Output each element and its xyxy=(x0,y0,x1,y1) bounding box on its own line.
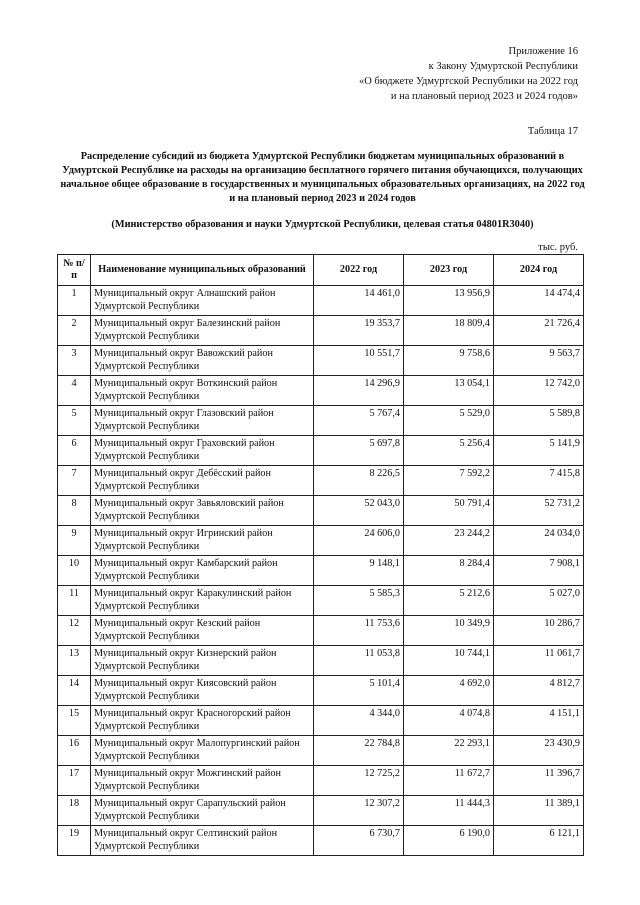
value-2024: 6 121,1 xyxy=(494,826,584,856)
column-header-2022: 2022 год xyxy=(314,255,404,286)
value-2023: 10 349,9 xyxy=(404,616,494,646)
municipality-name: Муниципальный округ Киясовский район Удмуртской Республики xyxy=(91,676,314,706)
row-number: 5 xyxy=(58,406,91,436)
municipality-name: Муниципальный округ Завьяловский район Удмуртской Республики xyxy=(91,496,314,526)
table-row xyxy=(58,586,584,616)
value-2024: 24 034,0 xyxy=(494,526,584,556)
table-row xyxy=(58,706,584,736)
municipality-name: Муниципальный округ Кизнерский район Удмуртской Республики xyxy=(91,646,314,676)
appendix-line: к Закону Удмуртской Республики xyxy=(428,61,578,72)
table-row xyxy=(58,826,584,856)
row-number: 13 xyxy=(58,646,91,676)
row-number: 2 xyxy=(58,316,91,346)
municipality-name: Муниципальный округ Воткинский район Удмуртской Республики xyxy=(91,376,314,406)
value-2022: 5 767,4 xyxy=(314,406,404,436)
value-2024: 10 286,7 xyxy=(494,616,584,646)
row-number: 18 xyxy=(58,796,91,826)
municipality-name: Муниципальный округ Вавожский район Удмуртской Республики xyxy=(91,346,314,376)
value-2023: 8 284,4 xyxy=(404,556,494,586)
municipality-name: Муниципальный округ Граховский район Удмуртской Республики xyxy=(91,436,314,466)
value-2023: 50 791,4 xyxy=(404,496,494,526)
value-2024: 11 389,1 xyxy=(494,796,584,826)
appendix-line: Приложение 16 xyxy=(508,46,578,57)
municipality-name: Муниципальный округ Балезинский район Удмуртской Республики xyxy=(91,316,314,346)
table-row xyxy=(58,496,584,526)
value-2023: 23 244,2 xyxy=(404,526,494,556)
value-2022: 24 606,0 xyxy=(314,526,404,556)
table-row xyxy=(58,766,584,796)
table-body xyxy=(58,286,584,856)
value-2022: 11 753,6 xyxy=(314,616,404,646)
value-2024: 5 589,8 xyxy=(494,406,584,436)
value-2024: 11 396,7 xyxy=(494,766,584,796)
municipality-name: Муниципальный округ Селтинский район Удмуртской Республики xyxy=(91,826,314,856)
value-2022: 14 296,9 xyxy=(314,376,404,406)
municipality-name: Муниципальный округ Малопургинский район Удмуртской Республики xyxy=(91,736,314,766)
value-2022: 5 101,4 xyxy=(314,676,404,706)
value-2023: 22 293,1 xyxy=(404,736,494,766)
appendix-line: «О бюджете Удмуртской Республики на 2022 год xyxy=(358,76,578,87)
table-row xyxy=(58,556,584,586)
appendix-line: и на плановый период 2023 и 2024 годов» xyxy=(390,91,578,102)
row-number: 8 xyxy=(58,496,91,526)
municipality-name: Муниципальный округ Алнашский район Удмуртской Республики xyxy=(91,286,314,316)
municipality-name: Муниципальный округ Глазовский район Удмуртской Республики xyxy=(91,406,314,436)
table-row xyxy=(58,676,584,706)
value-2022: 12 725,2 xyxy=(314,766,404,796)
value-2024: 5 141,9 xyxy=(494,436,584,466)
table-row xyxy=(58,376,584,406)
municipality-name: Муниципальный округ Каракулинский район Удмуртской Республики xyxy=(91,586,314,616)
table-row xyxy=(58,526,584,556)
column-header-number: № п/п xyxy=(58,255,91,286)
value-2023: 4 692,0 xyxy=(404,676,494,706)
value-2022: 5 697,8 xyxy=(314,436,404,466)
value-2022: 8 226,5 xyxy=(314,466,404,496)
value-2024: 23 430,9 xyxy=(494,736,584,766)
column-header-2023: 2023 год xyxy=(404,255,494,286)
municipality-name: Муниципальный округ Игринский район Удмуртской Республики xyxy=(91,526,314,556)
value-2023: 5 529,0 xyxy=(404,406,494,436)
row-number: 14 xyxy=(58,676,91,706)
value-2022: 19 353,7 xyxy=(314,316,404,346)
row-number: 17 xyxy=(58,766,91,796)
value-2022: 6 730,7 xyxy=(314,826,404,856)
municipality-name: Муниципальный округ Красногорский район Удмуртской Республики xyxy=(91,706,314,736)
row-number: 19 xyxy=(58,826,91,856)
table-row xyxy=(58,316,584,346)
value-2024: 4 151,1 xyxy=(494,706,584,736)
document-subtitle: (Министерство образования и науки Удмуртской Республики, целевая статья 04801R3040) xyxy=(111,219,534,230)
municipality-name: Муниципальный округ Камбарский район Удмуртской Республики xyxy=(91,556,314,586)
value-2022: 11 053,8 xyxy=(314,646,404,676)
table-row xyxy=(58,406,584,436)
row-number: 9 xyxy=(58,526,91,556)
value-2024: 7 415,8 xyxy=(494,466,584,496)
table-row xyxy=(58,736,584,766)
row-number: 6 xyxy=(58,436,91,466)
column-header-2024: 2024 год xyxy=(494,255,584,286)
table-number: Таблица 17 xyxy=(527,126,578,137)
value-2024: 9 563,7 xyxy=(494,346,584,376)
value-2022: 22 784,8 xyxy=(314,736,404,766)
value-2024: 7 908,1 xyxy=(494,556,584,586)
row-number: 15 xyxy=(58,706,91,736)
value-2023: 13 956,9 xyxy=(404,286,494,316)
value-2022: 9 148,1 xyxy=(314,556,404,586)
value-2024: 5 027,0 xyxy=(494,586,584,616)
value-2023: 5 212,6 xyxy=(404,586,494,616)
municipality-name: Муниципальный округ Кезский район Удмуртской Республики xyxy=(91,616,314,646)
subsidy-table xyxy=(57,254,584,856)
row-number: 1 xyxy=(58,286,91,316)
value-2022: 14 461,0 xyxy=(314,286,404,316)
municipality-name: Муниципальный округ Можгинский район Удмуртской Республики xyxy=(91,766,314,796)
table-row xyxy=(58,286,584,316)
table-row xyxy=(58,436,584,466)
row-number: 16 xyxy=(58,736,91,766)
value-2023: 7 592,2 xyxy=(404,466,494,496)
value-2024: 14 474,4 xyxy=(494,286,584,316)
table-row xyxy=(58,466,584,496)
value-2023: 18 809,4 xyxy=(404,316,494,346)
value-2023: 11 672,7 xyxy=(404,766,494,796)
value-2024: 11 061,7 xyxy=(494,646,584,676)
units-label: тыс. руб. xyxy=(538,242,578,253)
municipality-name: Муниципальный округ Сарапульский район Удмуртской Республики xyxy=(91,796,314,826)
value-2023: 10 744,1 xyxy=(404,646,494,676)
value-2022: 52 043,0 xyxy=(314,496,404,526)
value-2024: 12 742,0 xyxy=(494,376,584,406)
value-2023: 4 074,8 xyxy=(404,706,494,736)
value-2024: 52 731,2 xyxy=(494,496,584,526)
value-2023: 5 256,4 xyxy=(404,436,494,466)
column-header-name: Наименование муниципальных образований xyxy=(91,255,314,286)
table-row xyxy=(58,646,584,676)
municipality-name: Муниципальный округ Дебёсский район Удмуртской Республики xyxy=(91,466,314,496)
row-number: 3 xyxy=(58,346,91,376)
row-number: 10 xyxy=(58,556,91,586)
value-2024: 4 812,7 xyxy=(494,676,584,706)
table-header-row xyxy=(58,255,584,286)
row-number: 4 xyxy=(58,376,91,406)
appendix-header xyxy=(248,44,578,104)
row-number: 11 xyxy=(58,586,91,616)
value-2022: 5 585,3 xyxy=(314,586,404,616)
value-2022: 4 344,0 xyxy=(314,706,404,736)
value-2022: 10 551,7 xyxy=(314,346,404,376)
row-number: 7 xyxy=(58,466,91,496)
value-2022: 12 307,2 xyxy=(314,796,404,826)
value-2023: 6 190,0 xyxy=(404,826,494,856)
table-row xyxy=(58,796,584,826)
value-2024: 21 726,4 xyxy=(494,316,584,346)
value-2023: 11 444,3 xyxy=(404,796,494,826)
table-row xyxy=(58,616,584,646)
row-number: 12 xyxy=(58,616,91,646)
value-2023: 9 758,6 xyxy=(404,346,494,376)
document-title: Распределение субсидий из бюджета Удмуртской Республики бюджетам муниципальных образований в Удмуртской Республике на расходы на организацию бесплатного горячего питания обучающихся, получающих начальное общее образование в государственных и муниципальных образовательных организациях, на 2022 год и на плановый период 2023 и 2024 годов xyxy=(60,151,585,204)
table-row xyxy=(58,346,584,376)
value-2023: 13 054,1 xyxy=(404,376,494,406)
